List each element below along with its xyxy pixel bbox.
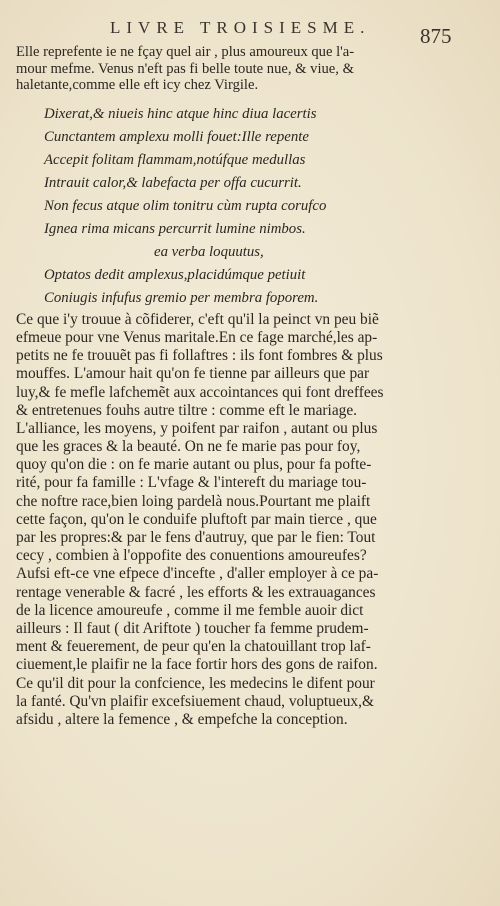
text-line: cette façon, qu'on le conduife pluftoft par main tierce , que [16, 510, 377, 528]
verse-line: Dixerat,& niueis hinc atque hinc diua lacertis [44, 105, 317, 122]
text-line: ciuement,le plaifir ne la face fortir hors des gons de raifon. [16, 656, 378, 674]
verse-line: Non fecus atque olim tonitru cùm rupta corufco [44, 197, 327, 214]
text-line: che noftre race,bien loing pardelà nous.Pourtant me plaift [16, 492, 371, 510]
text-line: la fanté. Qu'vn plaifir excefsiuement chaud, voluptueux,& [16, 692, 374, 710]
text-line: petits ne fe trouuẽt pas fi follaftres : ils font fombres & plus [16, 347, 383, 365]
text-line: cecy , combien à l'oppofite des conuentions amoureufes? [16, 547, 367, 565]
page-number: 875 [420, 24, 452, 48]
verse-line: Cunctantem amplexu molli fouet:Ille repente [44, 128, 309, 145]
verse-line: Coniugis infufus gremio per membra foporem. [44, 289, 319, 306]
text-line: par les propres:& par le fens d'autruy, que par le fien: Tout [16, 529, 376, 547]
text-line: ment & feuerement, de peur qu'en la chatouillant trop laf- [16, 638, 371, 656]
text-line: quoy qu'on die : on fe marie autant ou plus, pour fa pofte- [16, 456, 372, 474]
commentary-paragraph [16, 311, 486, 729]
latin-verse-quotation [44, 103, 486, 310]
text-line: haletante,comme elle eft icy chez Virgile. [16, 77, 259, 94]
verse-line: ea verba loquutus, [154, 243, 264, 260]
text-line: que les graces & la beauté. On ne fe marie pas pour foy, [16, 438, 361, 456]
text-line: rentage venerable & facré , les efforts & les extrauagances [16, 583, 376, 601]
intro-paragraph [16, 44, 486, 94]
text-line: L'alliance, les moyens, y poifent par raifon , autant ou plus [16, 419, 378, 437]
text-line: Ce que i'y trouue à cõfiderer, c'eft qu'il la peinct vn peu biẽ [16, 310, 379, 328]
text-line: afsidu , altere la femence , & empefche la conception. [16, 710, 348, 728]
text-line: Elle reprefente ie ne fçay quel air , plus amoureux que l'a- [16, 44, 355, 60]
text-line: rité, pour fa famille : L'vfage & l'intereft du mariage tou- [16, 474, 367, 492]
text-line: Ce qu'il dit pour la confcience, les medecins le difent pour [16, 674, 375, 692]
running-head: LIVRE TROISIESME. [110, 18, 371, 37]
text-line: de la licence amoureufe , comme il me femble auoir dict [16, 601, 364, 619]
text-line: & entretenues fouhs autre tiltre : comme eft le mariage. [16, 401, 358, 419]
page-body [16, 44, 486, 729]
text-line: efmeue pour vne Venus maritale.En ce fage marché,les ap- [16, 328, 378, 346]
verse-line: Optatos dedit amplexus,placidúmque petiuit [44, 266, 306, 283]
verse-line: Intrauit calor,& labefacta per offa cucurrit. [44, 174, 302, 191]
text-line: mour mefme. Venus n'eft pas fi belle toute nue, & viue, & [16, 60, 354, 77]
text-line: mouffes. L'amour hait qu'on fe tienne par ailleurs que par [16, 365, 370, 383]
page-header [0, 14, 500, 48]
text-line: ailleurs : Il faut ( dit Ariftote ) toucher fa femme prudem- [16, 619, 369, 637]
text-line: luy,& fe mefle lafchemẽt aux accointances qui font dreffees [16, 383, 384, 401]
verse-line: Ignea rima micans percurrit lumine nimbos. [44, 220, 306, 237]
text-line: Aufsi eft-ce vne efpece d'incefte , d'aller employer à ce pa- [16, 565, 379, 583]
verse-line: Accepit folitam flammam,notúfque medullas [44, 151, 306, 168]
